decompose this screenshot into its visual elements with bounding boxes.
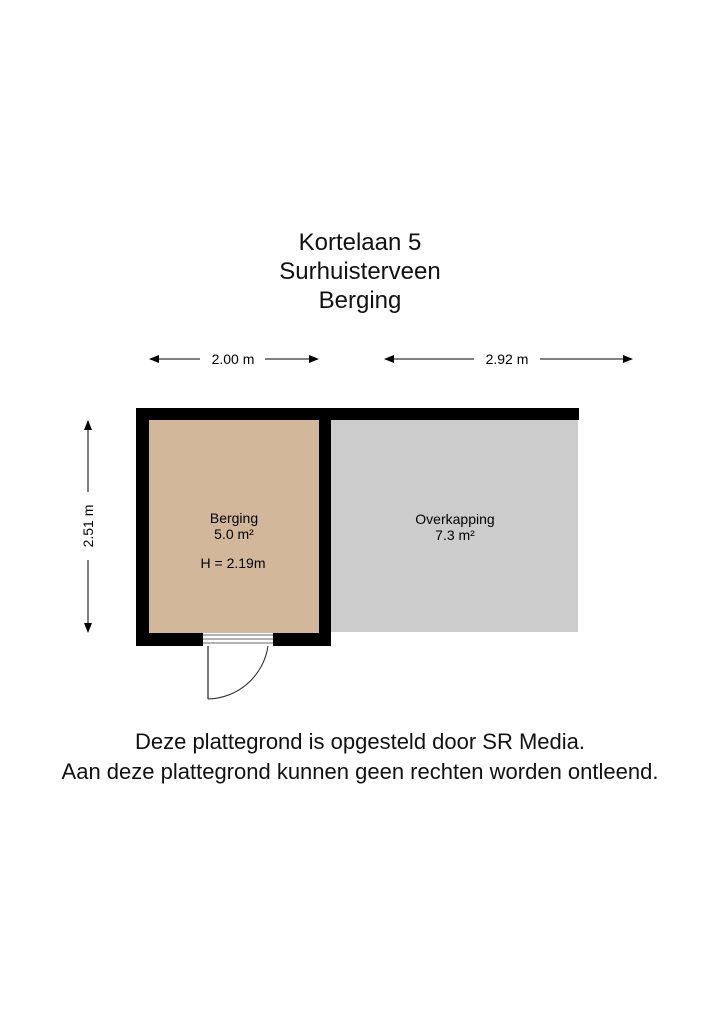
dimension-width-right [385, 351, 632, 367]
wall-bottom-right [273, 633, 331, 646]
room-label-berging-height: H = 2.19m [200, 555, 266, 571]
wall-bottom-left [136, 633, 203, 646]
room-label-overkapping-area: 7.3 m² [435, 527, 475, 543]
wall-left [136, 408, 149, 646]
room-label-berging-area: 5.0 m² [214, 526, 254, 542]
address-title: Kortelaan 5 [298, 229, 422, 256]
door-swing-arc [208, 646, 268, 699]
dimension-height [80, 421, 96, 632]
city-title: Surhuisterveen [279, 258, 441, 285]
dimension-height-label: 2.51 m [80, 504, 96, 548]
disclaimer-line-1: Deze plattegrond is opgesteld door SR Media. [134, 729, 586, 754]
door [203, 635, 273, 699]
room-label-berging-name: Berging [209, 510, 259, 526]
dimension-width-left-label: 2.00 m [211, 351, 255, 367]
wall-top [136, 408, 579, 420]
dimension-width-left [150, 351, 318, 367]
disclaimer-line-2: Aan deze plattegrond kunnen geen rechten worden ontleend. [61, 759, 659, 784]
wall-middle [319, 408, 331, 646]
dimension-width-right-label: 2.92 m [485, 351, 529, 367]
room-label-overkapping-name: Overkapping [415, 511, 495, 527]
plan-subtitle: Berging [318, 287, 402, 314]
